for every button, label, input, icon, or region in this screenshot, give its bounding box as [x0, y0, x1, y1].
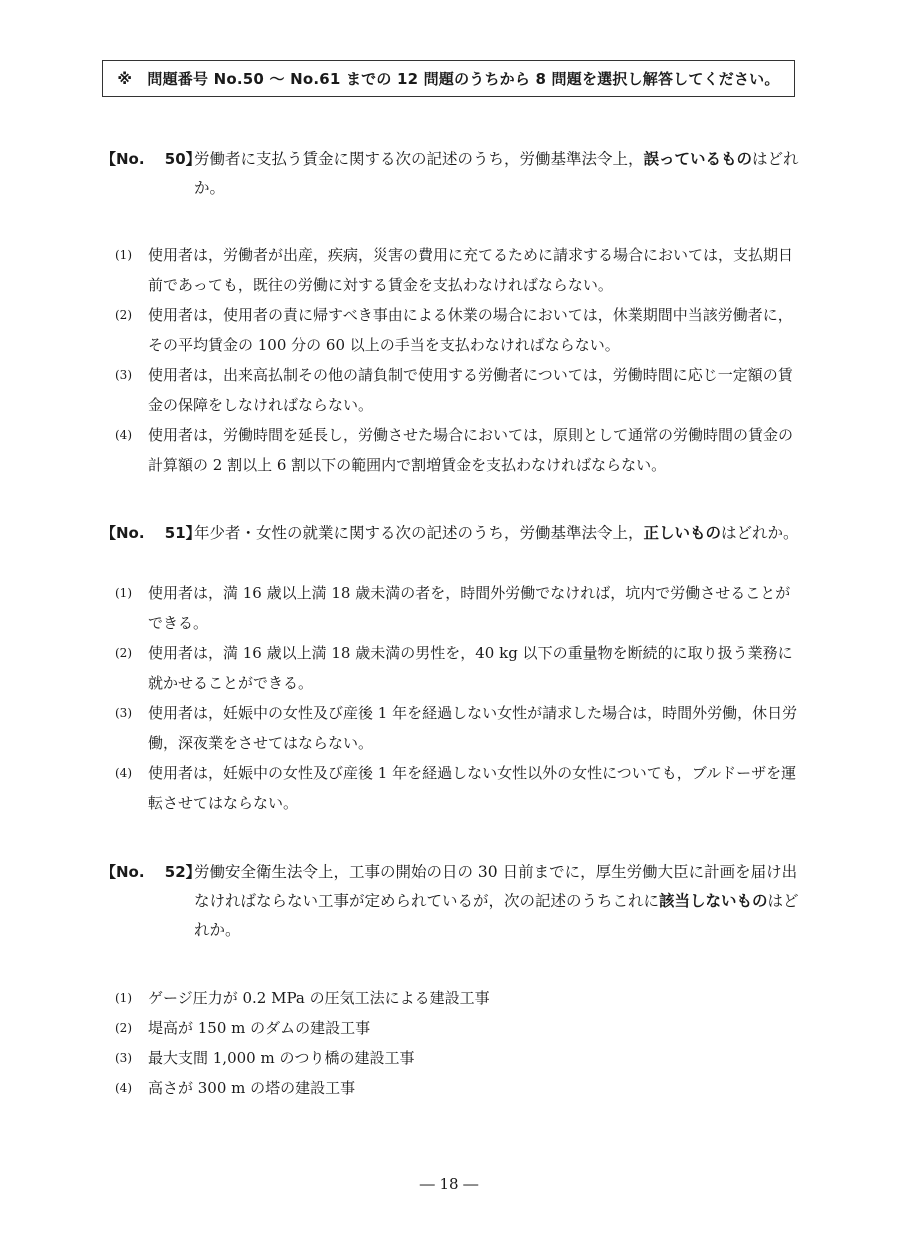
question-51: [101, 519, 801, 818]
options-list: [101, 240, 801, 480]
option: (2) 堤高が 150 m のダムの建設工事: [115, 1019, 371, 1037]
question-number: 【No. 51】: [101, 524, 201, 542]
question-stem: 労働安全衛生法令上，工事の開始の日の 30 日前までに，厚生労働大臣に計画を届け出なければならない工事が定められているが，次の記述のうちこれに該当しないものはどれか。: [194, 863, 799, 939]
emphasis: 正しいもの: [643, 524, 722, 542]
question-stem: 労働者に支払う賃金に関する次の記述のうち，労働基準法令上，誤っているものはどれか。: [194, 150, 799, 197]
question-number: 【No. 50】: [101, 150, 201, 168]
emphasis: 該当しないもの: [659, 892, 768, 910]
option: (4) 使用者は，妊娠中の女性及び産後 1 年を経過しない女性以外の女性についても，ブルドーザを運転させてはならない。: [115, 764, 797, 812]
options-list: [101, 983, 801, 1103]
option: (1) 使用者は，満 16 歳以上満 18 歳未満の者を，時間外労働でなければ，坑内で労働させることができる。: [115, 584, 791, 632]
instruction-box: ※ 問題番号 No.50 ～ No.61 までの 12 問題のうちから 8 問題を選択し解答してください。: [102, 60, 795, 97]
option: (2) 使用者は，使用者の責に帰すべき事由による休業の場合においては，休業期間中当該労働者に，その平均賃金の 100 分の 60 以上の手当を支払わなければならない。: [115, 306, 793, 354]
option: (3) 使用者は，出来高払制その他の請負制で使用する労働者については，労働時間に応じ一定額の賃金の保障をしなければならない。: [115, 366, 793, 414]
option: (3) 使用者は，妊娠中の女性及び産後 1 年を経過しない女性が請求した場合は，時間外労働，休日労働，深夜業をさせてはならない。: [115, 704, 798, 752]
question-52: [101, 858, 801, 1103]
option: (4) 高さが 300 m の塔の建設工事: [115, 1079, 356, 1097]
question-stem: 年少者・女性の就業に関する次の記述のうち，労働基準法令上，正しいものはどれか。: [194, 524, 799, 542]
option: (3) 最大支間 1,000 m のつり橋の建設工事: [115, 1049, 415, 1067]
question-50: [101, 145, 801, 480]
option: (2) 使用者は，満 16 歳以上満 18 歳未満の男性を，40 kg 以下の重量物を断続的に取り扱う業務に就かせることができる。: [115, 644, 793, 692]
question-header: [101, 858, 801, 945]
question-header: [101, 145, 801, 203]
question-header: [101, 519, 801, 548]
emphasis: 誤っているもの: [643, 150, 753, 168]
option: (1) ゲージ圧力が 0.2 MPa の圧気工法による建設工事: [115, 989, 490, 1007]
options-list: [101, 578, 801, 818]
page-number: ― 18 ―: [419, 1175, 479, 1193]
question-number: 【No. 52】: [101, 863, 201, 881]
option: (4) 使用者は，労働時間を延長し，労働させた場合においては，原則として通常の労働時間の賃金の計算額の 2 割以上 6 割以下の範囲内で割増賃金を支払わなければならない。: [115, 426, 794, 474]
option: (1) 使用者は，労働者が出産，疾病，災害の費用に充てるために請求する場合においては，支払期日前であっても，既往の労働に対する賃金を支払わなければならない。: [115, 246, 794, 294]
